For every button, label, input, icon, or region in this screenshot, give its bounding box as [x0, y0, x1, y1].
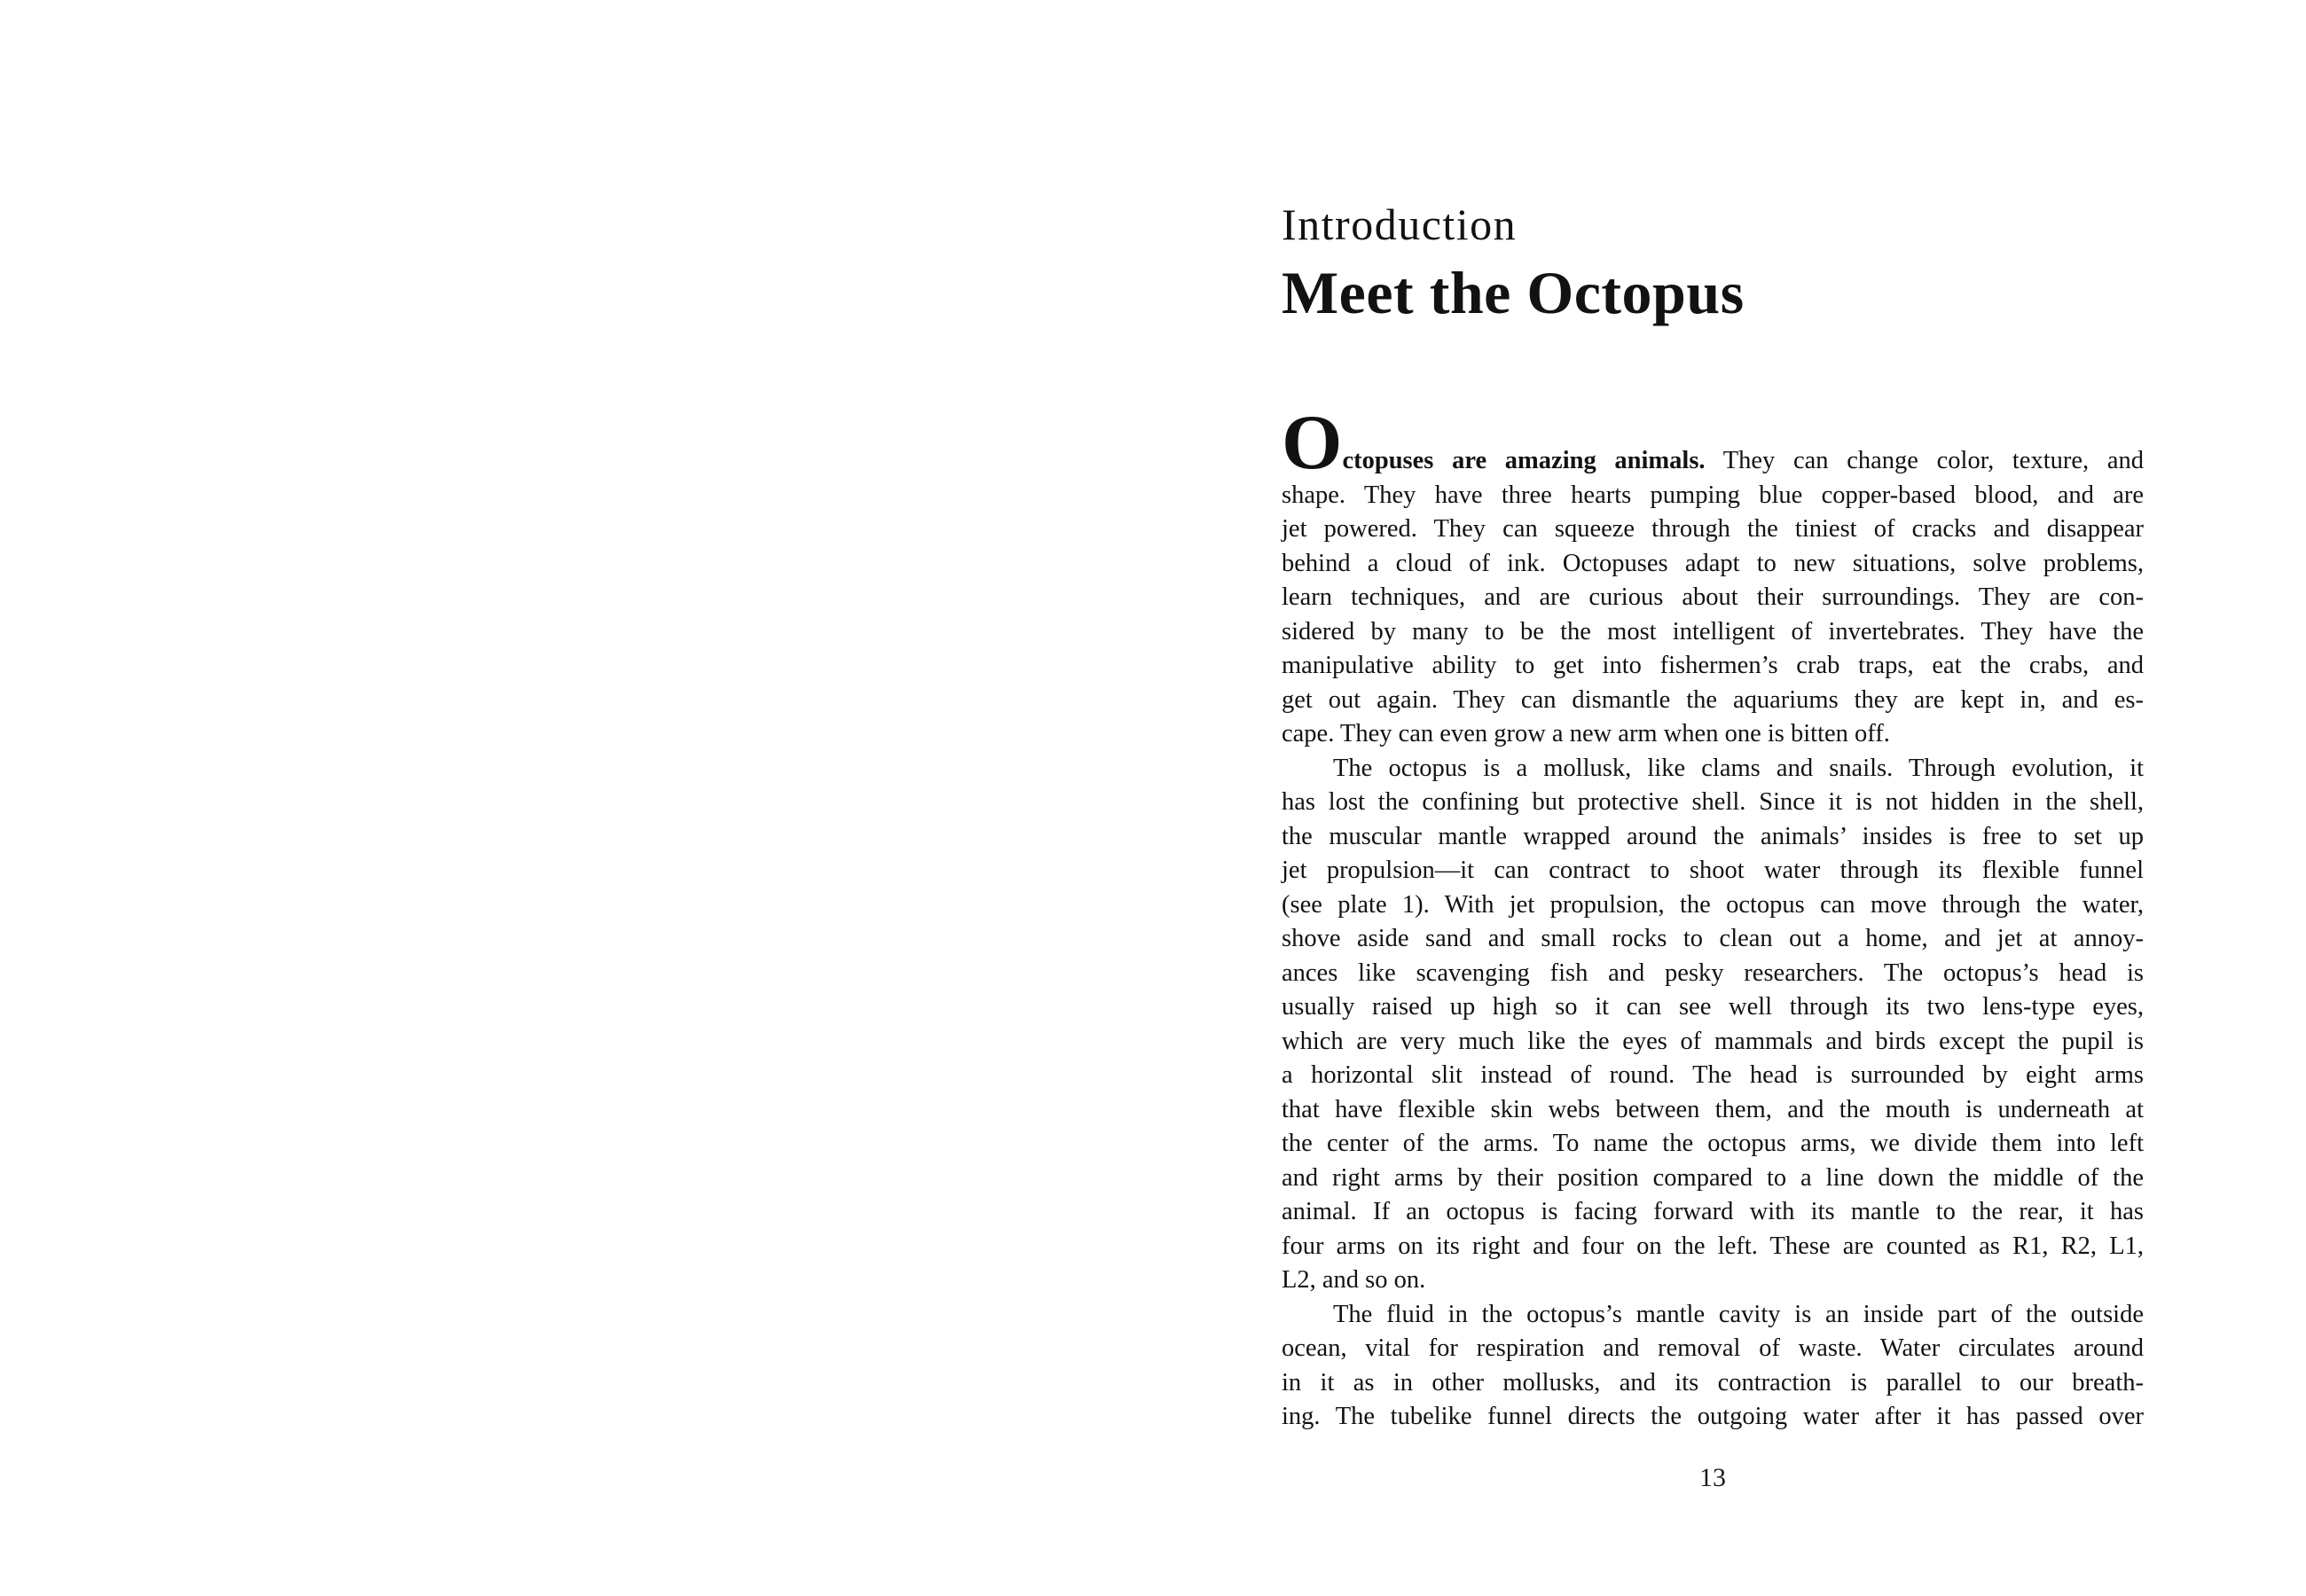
body-line — [1282, 649, 2144, 684]
body-line-text: four arms on its right and four on the left. These are counted as R1, R2, L1, — [1282, 1232, 2144, 1260]
body-line — [1282, 1162, 2144, 1196]
body-line-text: L2, and so on. — [1282, 1266, 1426, 1294]
body-line — [1282, 1025, 2144, 1060]
body-line-text: cape. They can even grow a new arm when one is bitten off. — [1282, 720, 1890, 747]
body-line-text: which are very much like the eyes of mammals and birds except the pupil is — [1282, 1027, 2144, 1055]
body-paragraph — [1282, 1298, 2144, 1435]
body-line — [1282, 922, 2144, 957]
body-line — [1282, 684, 2144, 718]
body-line — [1282, 854, 2144, 888]
body-line-text: that have flexible skin webs between them, and the mouth is underneath at — [1282, 1095, 2144, 1123]
body-paragraph — [1282, 400, 2144, 752]
body-line-text: (see plate 1). With jet propulsion, the octopus can move through the water, — [1282, 890, 2144, 919]
body-line — [1282, 615, 2144, 650]
body-line-text: has lost the confining but protective shell. Since it is not hidden in the shell, — [1282, 788, 2144, 816]
body-line-text: in it as in other mollusks, and its contraction is parallel to our breath- — [1282, 1368, 2144, 1396]
body-line — [1282, 1093, 2144, 1128]
body-line-text: The fluid in the octopus’s mantle cavity is an inside part of the outside — [1333, 1300, 2144, 1328]
body-line-text: a horizontal slit instead of round. The head is surrounded by eight arms — [1282, 1061, 2144, 1089]
body-line-text: usually raised up high so it can see well through its two lens-type eyes, — [1282, 993, 2144, 1021]
body-line-text: and right arms by their position compared to a line down the middle of the — [1282, 1163, 2144, 1192]
body-line-text: jet propulsion—it can contract to shoot water through its flexible funnel — [1282, 857, 2144, 884]
body-line-text: animal. If an octopus is facing forward with its mantle to the rear, it has — [1282, 1198, 2144, 1225]
body-line — [1282, 1400, 2144, 1435]
body-line-text: the muscular mantle wrapped around the animals’ insides is free to set up — [1282, 822, 2144, 850]
body-line-text: ing. The tubelike funnel directs the outgoing water after it has passed over — [1282, 1403, 2144, 1430]
body-line — [1282, 1195, 2144, 1230]
bold-lead-phrase: ctopuses are amazing animals. — [1342, 447, 1706, 474]
raised-initial-cap: O — [1282, 400, 1343, 486]
body-line-text: learn techniques, and are curious about their surroundings. They are con- — [1282, 583, 2144, 611]
body-line-text: sidered by many to be the most intelligent of invertebrates. They have the — [1282, 617, 2144, 645]
chapter-label: Introduction — [1282, 200, 1518, 249]
body-line — [1282, 1264, 2144, 1298]
body-line-text: shape. They have three hearts pumping blue copper-based blood, and are — [1282, 481, 2144, 509]
chapter-title: Meet the Octopus — [1282, 259, 1745, 326]
body-line — [1282, 820, 2144, 855]
body-line-text: shove aside sand and small rocks to clean out a home, and jet at annoy- — [1282, 925, 2144, 952]
body-line — [1282, 752, 2144, 786]
body-line-text: The octopus is a mollusk, like clams and snails. Through evolution, it — [1333, 754, 2144, 782]
body-line — [1282, 547, 2144, 582]
body-text — [1282, 400, 2144, 1435]
page-number: 13 — [1699, 1463, 1726, 1492]
body-line — [1282, 1332, 2144, 1366]
body-line-text: get out again. They can dismantle the aquariums they are kept in, and es- — [1282, 685, 2144, 714]
body-paragraph — [1282, 752, 2144, 1298]
body-line-text: the center of the arms. To name the octopus arms, we divide them into left — [1282, 1130, 2144, 1157]
body-line-text: ances like scavenging fish and pesky researchers. The octopus’s head is — [1282, 958, 2144, 987]
body-line — [1282, 786, 2144, 820]
body-line — [1282, 479, 2144, 513]
body-line-text: ocean, vital for respiration and removal of waste. Water circulates around — [1282, 1334, 2144, 1362]
body-line-text: They can change color, texture, and — [1705, 447, 2144, 474]
body-line — [1282, 1059, 2144, 1093]
body-line — [1282, 717, 2144, 752]
body-line-text: behind a cloud of ink. Octopuses adapt to new situations, solve problems, — [1282, 549, 2144, 577]
body-line — [1282, 400, 2144, 486]
body-line — [1282, 1298, 2144, 1333]
body-line — [1282, 1366, 2144, 1401]
body-line — [1282, 990, 2144, 1025]
body-line — [1282, 512, 2144, 547]
body-line — [1282, 888, 2144, 923]
body-line-text: manipulative ability to get into fishermen’s crab traps, eat the crabs, and — [1282, 652, 2144, 679]
body-line — [1282, 1127, 2144, 1162]
body-line-text: jet powered. They can squeeze through the tiniest of cracks and disappear — [1282, 515, 2144, 543]
body-line — [1282, 1230, 2144, 1264]
body-line — [1282, 957, 2144, 991]
body-line — [1282, 581, 2144, 615]
